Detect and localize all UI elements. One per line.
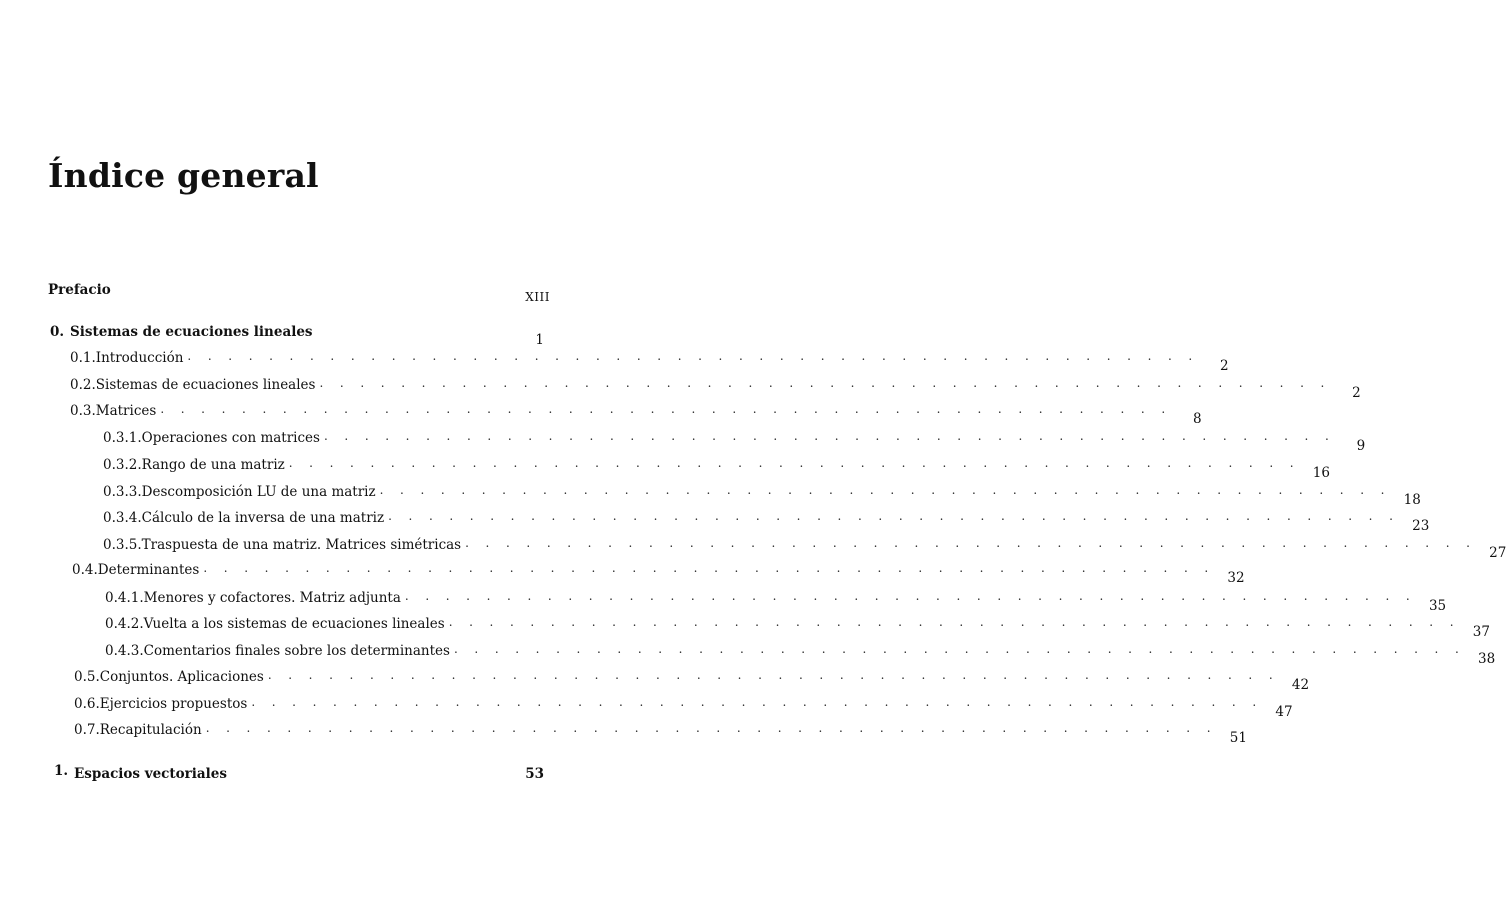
leader-dots: . . . . . . . . . . . . . . . . . . . . . . . . . . . . . . . . . . . . . . . . . . . . . . . . . . <box>388 509 1400 523</box>
entry-page: 51 <box>1229 730 1247 746</box>
preface-label: Prefacio <box>48 282 111 298</box>
entry-number: 0.4. <box>72 562 98 578</box>
entry-page: 47 <box>1275 704 1293 720</box>
entry-title: Cálculo de la inversa de una matriz <box>141 510 385 526</box>
leader-dots: . . . . . . . . . . . . . . . . . . . . . . . . . . . . . . . . . . . . . . . . . . . . . . . . . . <box>379 483 1391 497</box>
toc-entry-0-7[interactable] <box>74 716 1247 746</box>
chapter-number: 0. <box>50 324 65 340</box>
chapter-title: Espacios vectoriales <box>74 766 227 782</box>
toc-entry-0-3-1[interactable] <box>103 424 1366 454</box>
entry-page: 2 <box>1352 385 1361 401</box>
entry-number: 0.1. <box>70 350 96 366</box>
toc-entry-0-4[interactable] <box>72 556 1245 586</box>
entry-page: 27 <box>1489 545 1506 561</box>
entry-title: Determinantes <box>97 562 200 578</box>
toc-entry-0-4-2[interactable] <box>105 610 1490 640</box>
toc-preface[interactable] <box>48 276 550 304</box>
entry-number: 0.5. <box>74 669 100 685</box>
entry-number: 0.3.1. <box>103 430 142 446</box>
entry-page: 37 <box>1472 624 1490 640</box>
chapter-title: Sistemas de ecuaciones lineales <box>70 324 313 340</box>
toc-entry-0-3-5[interactable] <box>103 531 1506 561</box>
entry-page: 38 <box>1478 651 1496 667</box>
entry-page: 2 <box>1220 358 1229 374</box>
toc-entry-0-3[interactable] <box>70 397 1202 427</box>
entry-page: 9 <box>1356 438 1366 454</box>
entry-title: Conjuntos. Aplicaciones <box>99 669 264 685</box>
entry-number: 0.2. <box>70 377 96 393</box>
toc-chapter-1[interactable] <box>54 760 544 782</box>
entry-page: 42 <box>1291 677 1310 693</box>
toc-entry-0-4-3[interactable] <box>105 637 1496 667</box>
entry-page: 18 <box>1403 492 1421 508</box>
entry-title: Menores y cofactores. Matriz adjunta <box>143 590 401 606</box>
entry-title: Introducción <box>95 350 184 366</box>
leader-dots: . . . . . . . . . . . . . . . . . . . . . . . . . . . . . . . . . . . . . . . . . . . . . . . . . . <box>465 536 1477 550</box>
leader-dots: . . . . . . . . . . . . . . . . . . . . . . . . . . . . . . . . . . . . . . . . . . . . . . . . . . <box>205 721 1217 735</box>
toc-entry-0-3-2[interactable] <box>103 451 1330 481</box>
entry-number: 0.6. <box>74 696 100 712</box>
leader-dots: . . . . . . . . . . . . . . . . . . . . . . . . . . . . . . . . . . . . . . . . . . . . . . . . . . <box>203 561 1215 575</box>
entry-number: 0.4.1. <box>105 590 144 606</box>
entry-number: 0.7. <box>74 722 100 738</box>
leader-dots: . . . . . . . . . . . . . . . . . . . . . . . . . . . . . . . . . . . . . . . . . . . . . . . . . . <box>453 642 1466 656</box>
entry-title: Operaciones con matrices <box>141 430 320 446</box>
page-title: Índice general <box>48 156 319 195</box>
entry-title: Ejercicios propuestos <box>99 696 248 712</box>
leader-dots: . . . . . . . . . . . . . . . . . . . . . . . . . . . . . . . . . . . . . . . . . . . . . . . . . . <box>323 429 1336 443</box>
preface-page: XIII <box>525 290 550 304</box>
entry-page: 32 <box>1227 570 1245 586</box>
entry-number: 0.3.3. <box>103 484 142 500</box>
leader-dots: . . . . . . . . . . . . . . . . . . . . . . . . . . . . . . . . . . . . . . . . . . . . . . . . . . <box>448 615 1460 629</box>
entry-page: 8 <box>1192 411 1202 427</box>
entry-number: 0.4.3. <box>105 643 144 659</box>
entry-page: 23 <box>1412 518 1430 534</box>
entry-number: 0.3.2. <box>103 457 142 473</box>
leader-dots: . . . . . . . . . . . . . . . . . . . . . . . . . . . . . . . . . . . . . . . . . . . . . . . . . . <box>267 668 1280 682</box>
leader-dots: . . . . . . . . . . . . . . . . . . . . . . . . . . . . . . . . . . . . . . . . . . . . . . . . . . <box>160 402 1172 416</box>
toc-chapter-0[interactable] <box>50 318 544 348</box>
leader-dots: . . . . . . . . . . . . . . . . . . . . . . . . . . . . . . . . . . . . . . . . . . . . . . . . . . <box>319 376 1331 390</box>
toc-entry-0-2[interactable] <box>70 371 1361 401</box>
toc-entry-0-3-3[interactable] <box>103 478 1421 508</box>
entry-title: Traspuesta de una matriz. Matrices simétricas <box>141 537 462 553</box>
chapter-page: 53 <box>525 766 544 782</box>
entry-number: 0.4.2. <box>105 616 144 632</box>
entry-title: Sistemas de ecuaciones lineales <box>95 377 316 393</box>
entry-title: Matrices <box>95 403 157 419</box>
leader-dots: . . . . . . . . . . . . . . . . . . . . . . . . . . . . . . . . . . . . . . . . . . . . . . . . . . <box>187 349 1199 363</box>
toc-entry-0-1[interactable] <box>70 344 1229 374</box>
entry-title: Rango de una matriz <box>141 457 285 473</box>
toc-entry-0-6[interactable] <box>74 690 1293 720</box>
toc-entry-0-5[interactable] <box>74 663 1310 693</box>
entry-number: 0.3. <box>70 403 96 419</box>
leader-dots: . . . . . . . . . . . . . . . . . . . . . . . . . . . . . . . . . . . . . . . . . . . . . . . . . . <box>404 589 1417 603</box>
entry-number: 0.3.5. <box>103 537 142 553</box>
leader-dots: . . . . . . . . . . . . . . . . . . . . . . . . . . . . . . . . . . . . . . . . . . . . . . . . . . <box>251 695 1263 709</box>
chapter-page: 1 <box>535 332 544 348</box>
entry-page: 16 <box>1312 465 1330 481</box>
entry-page: 35 <box>1428 598 1447 614</box>
entry-title: Recapitulación <box>99 722 202 738</box>
entry-title: Vuelta a los sistemas de ecuaciones lineales <box>143 616 445 632</box>
entry-title: Comentarios finales sobre los determinantes <box>143 643 450 659</box>
toc-entry-0-4-1[interactable] <box>105 584 1447 614</box>
entry-number: 0.3.4. <box>103 510 142 526</box>
leader-dots: . . . . . . . . . . . . . . . . . . . . . . . . . . . . . . . . . . . . . . . . . . . . . . . . . . <box>288 456 1300 470</box>
chapter-number: 1. <box>54 763 69 779</box>
toc-entry-0-3-4[interactable] <box>103 504 1430 534</box>
entry-title: Descomposición LU de una matriz <box>141 484 376 500</box>
